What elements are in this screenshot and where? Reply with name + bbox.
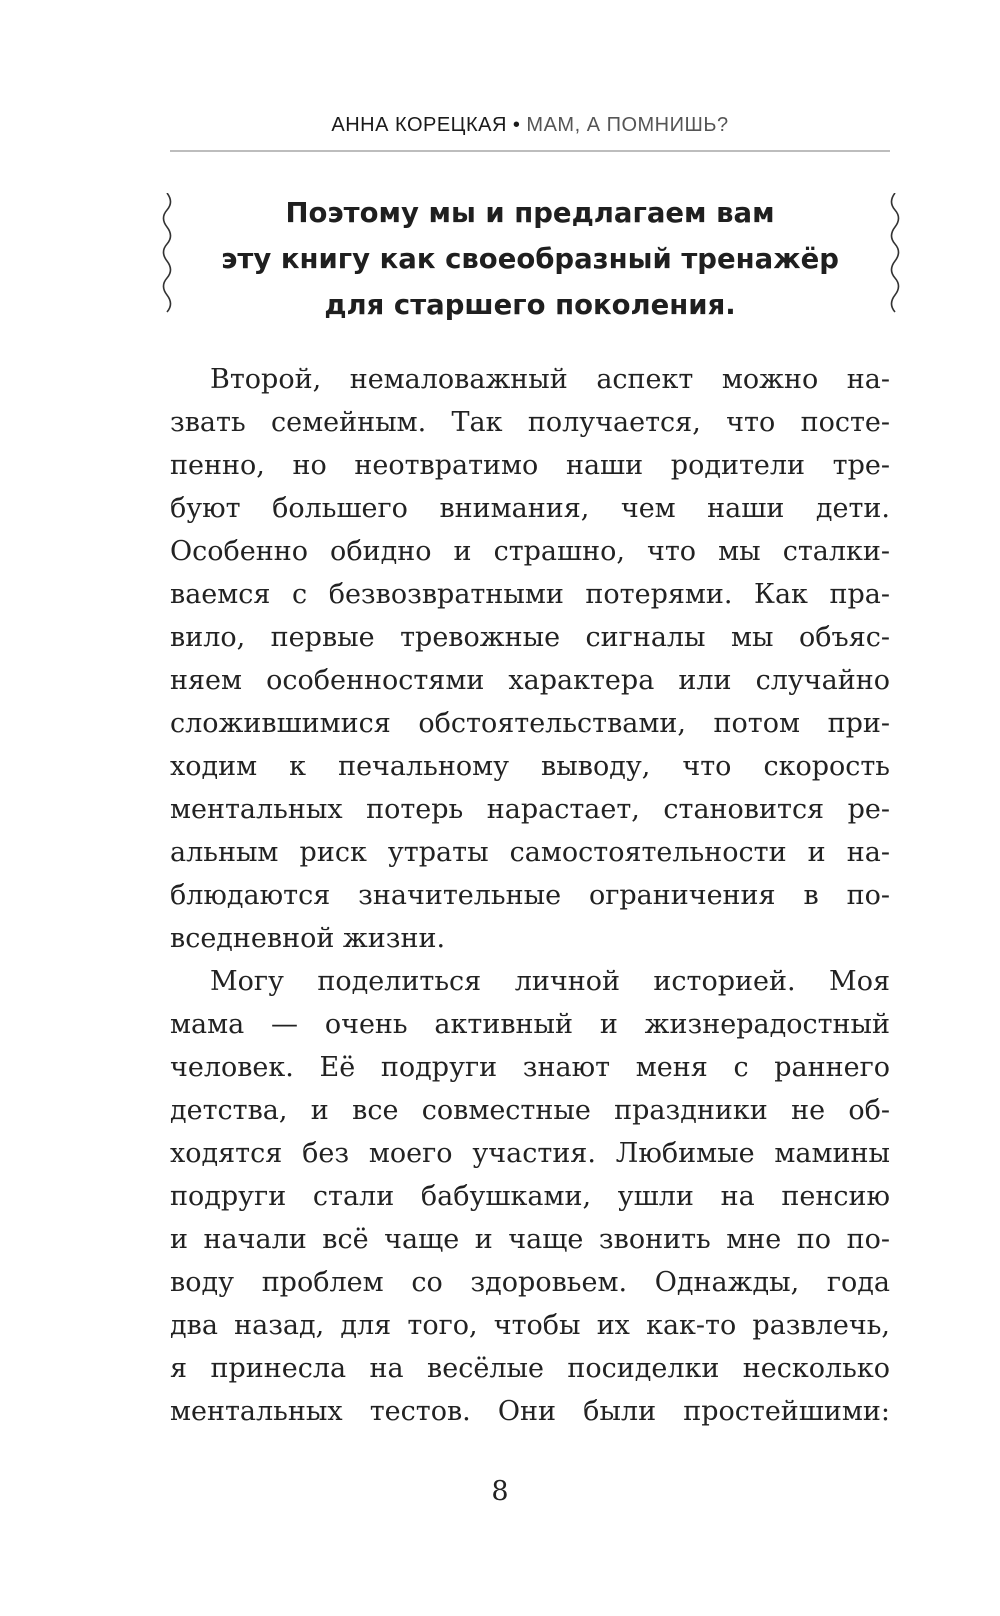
text-line: ходятся без моего участия. Любимые мамины xyxy=(170,1138,890,1169)
pull-quote xyxy=(190,190,870,328)
text-line: человек. Её подруги знают меня с раннего xyxy=(170,1052,890,1083)
header-author: АННА КОРЕЦКАЯ xyxy=(331,114,507,136)
text-line: блюдаются значительные ограничения в по- xyxy=(170,880,890,911)
wavy-border-right xyxy=(885,193,905,315)
text-line: мама — очень активный и жизнерадостный xyxy=(170,1009,890,1040)
text-line: пенно, но неотвратимо наши родители тре- xyxy=(170,450,890,481)
wavy-border-left xyxy=(157,193,177,315)
text-line: Особенно обидно и страшно, что мы сталки- xyxy=(170,536,890,567)
text-line: детства, и все совместные праздники не об- xyxy=(170,1095,890,1126)
header-bullet: • xyxy=(512,114,521,136)
header-book-title: МАМ, А ПОМНИШЬ? xyxy=(526,114,729,136)
text-line: я принесла на весёлые посиделки несколько xyxy=(170,1353,890,1384)
text-line: два назад, для того, чтобы их как-то развлечь, xyxy=(170,1310,890,1341)
text-line: ментальных тестов. Они были простейшими: xyxy=(170,1396,890,1427)
text-line: воду проблем со здоровьем. Однажды, года xyxy=(170,1267,890,1298)
page-number: 8 xyxy=(491,1476,509,1507)
text-line: звать семейным. Так получается, что посте- xyxy=(170,407,890,438)
text-line: Могу поделиться личной историей. Моя xyxy=(210,966,890,997)
text-line: ваемся с безвозвратными потерями. Как пра- xyxy=(170,579,890,610)
pull-quote-line: эту книгу как своеобразный тренажёр xyxy=(221,243,839,275)
body-text xyxy=(170,358,890,1433)
text-line: буют большего внимания, чем наши дети. xyxy=(170,493,890,524)
paragraph-1 xyxy=(170,358,890,960)
running-header xyxy=(170,114,890,137)
text-line: ходим к печальному выводу, что скорость xyxy=(170,751,890,782)
text-line: вседневной жизни. xyxy=(170,923,446,954)
text-line: и начали всё чаще и чаще звонить мне по по- xyxy=(170,1224,890,1255)
paragraph-2 xyxy=(170,960,890,1433)
text-line: няем особенностями характера или случайно xyxy=(170,665,890,696)
text-line: вило, первые тревожные сигналы мы объяс- xyxy=(170,622,890,653)
text-line: ментальных потерь нарастает, становится ре- xyxy=(170,794,890,825)
text-line: альным риск утраты самостоятельности и на- xyxy=(170,837,890,868)
header-rule xyxy=(170,150,890,152)
text-line: сложившимися обстоятельствами, потом при- xyxy=(170,708,890,739)
text-line: Второй, немаловажный аспект можно на- xyxy=(210,364,890,395)
text-line: подруги стали бабушками, ушли на пенсию xyxy=(170,1181,890,1212)
pull-quote-line: для старшего поколения. xyxy=(324,289,736,321)
pull-quote-line: Поэтому мы и предлагаем вам xyxy=(285,197,775,229)
